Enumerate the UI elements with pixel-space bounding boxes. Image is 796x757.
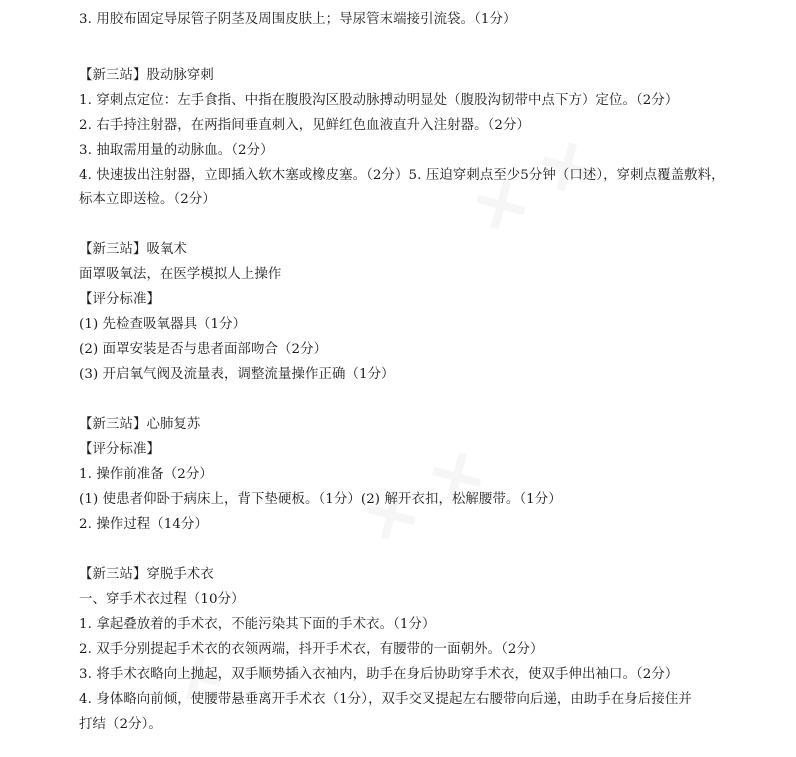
text-line: 2. 双手分别提起手术衣的衣领两端，抖开手术衣，有腰带的一面朝外。（2分） bbox=[79, 642, 544, 657]
text-line: 4. 快速拔出注射器，立即插入软木塞或橡皮塞。（2分）5. 压迫穿刺点至少5分钟（口述），穿刺点覆盖敷料， bbox=[79, 168, 725, 183]
text-line: (1) 使患者仰卧于病床上，背下垫硬板。（1分）(2) 解开衣扣，松解腰带。（1分） bbox=[79, 492, 562, 507]
subheading: 【评分标准】 bbox=[79, 442, 160, 457]
section-heading: 【新三站】吸氧术 bbox=[79, 242, 187, 257]
watermark bbox=[460, 123, 610, 253]
text-line: 2. 右手持注射器，在两指间垂直刺入，见鲜红色血液直升入注射器。（2分） bbox=[79, 118, 530, 133]
text-line: 3. 用胶布固定导尿管子阴茎及周围皮肤上；导尿管末端接引流袋。（1分） bbox=[79, 12, 517, 27]
text-line: (1) 先检查吸氧器具（1分） bbox=[79, 317, 247, 332]
section-heading: 【新三站】股动脉穿刺 bbox=[79, 68, 214, 83]
subheading: 【评分标准】 bbox=[79, 292, 160, 307]
text-line: 1. 操作前准备（2分） bbox=[79, 467, 213, 482]
text-line: 4. 身体略向前倾，使腰带悬垂离开手术衣（1分），双手交叉提起左右腰带向后递，由助手在身后接住并 bbox=[79, 692, 692, 707]
text-line: 打结（2分）。 bbox=[79, 717, 162, 732]
text-line: 1. 穿刺点定位：左手食指、中指在腹股沟区股动脉搏动明显处（腹股沟韧带中点下方）定位。（2分） bbox=[79, 93, 679, 108]
text-line: (2) 面罩安装是否与患者面部吻合（2分） bbox=[79, 342, 328, 357]
text-line: 一、穿手术衣过程（10分） bbox=[79, 592, 245, 607]
text-line: 3. 将手术衣略向上抛起，双手顺势插入衣袖内，助手在身后协助穿手术衣，使双手伸出袖口。（2分） bbox=[79, 667, 679, 682]
text-line: 2. 操作过程（14分） bbox=[79, 517, 209, 532]
text-line: 3. 抽取需用量的动脉血。（2分） bbox=[79, 143, 274, 158]
text-line: 1. 拿起叠放着的手术衣，不能污染其下面的手术衣。（1分） bbox=[79, 617, 436, 632]
text-line: 面罩吸氧法，在医学模拟人上操作 bbox=[79, 267, 282, 282]
text-line: (3) 开启氧气阀及流量表，调整流量操作正确（1分） bbox=[79, 367, 395, 382]
section-heading: 【新三站】穿脱手术衣 bbox=[79, 567, 214, 582]
text-line: 标本立即送检。（2分） bbox=[79, 192, 216, 207]
section-heading: 【新三站】心肺复苏 bbox=[79, 417, 201, 432]
